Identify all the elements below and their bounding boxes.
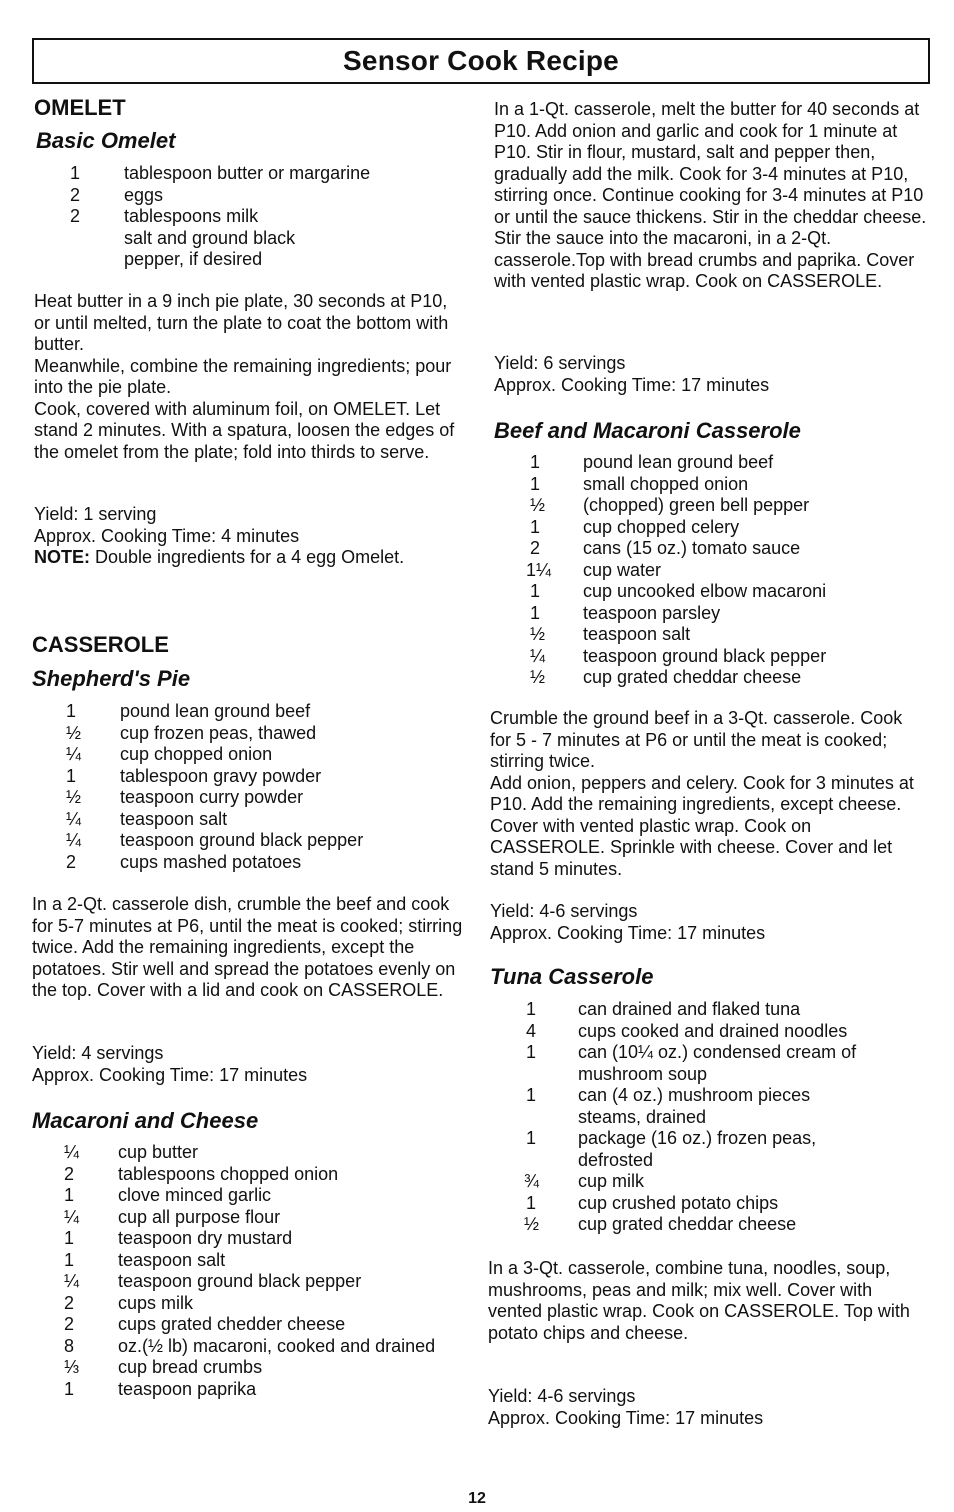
ingredient-row [488,667,938,689]
ingredient-text: teaspoon paprika [118,1378,257,1399]
ingredient-row [32,744,472,766]
instructions-beef-and-macaroni [490,708,922,880]
yield-text: Yield: 4-6 servings [488,1386,636,1406]
yield-text: Yield: 4 servings [32,1043,164,1063]
note-body: Double ingredients for a 4 egg Omelet. [90,547,405,567]
ingredient-row [488,495,938,517]
ingredient-text: teaspoon ground black pepper [118,1271,362,1291]
instruction-paragraph: Cook, covered with aluminum foil, on OMELET. Let stand 2 minutes. With a spatura, loosen the edges of the omelet from the plate; fold into thirds to serve. [34,398,455,462]
ingredient-row [32,852,472,874]
ingredient-qty: 2 [70,206,81,226]
cooking-time-text: Approx. Cooking Time: 17 minutes [494,374,770,395]
ingredient-text: pound lean ground beef [583,452,774,472]
ingredient-qty: 1 [526,1192,537,1213]
ingredient-text: can drained and flaked tuna [578,999,801,1019]
ingredient-qty: 2 [64,1163,75,1184]
ingredient-qty: ¼ [66,744,82,764]
instructions-macaroni-and-cheese: In a 1-Qt. casserole, melt the butter for 40 seconds at P10. Add onion and garlic and cook for 1 minute at P10. Stir in flour, mustard, salt and pepper then, gradually add the milk. Cook for 3-4 minutes at P10, stirring once. Continue cooking for 3-4 minutes at P10 or until the sauce thickens. Stir in the cheddar cheese. Stir the sauce into the macaroni, in a 2-Qt. casserole.Top with bread crumbs and paprika. Cover with vented plastic wrap. Cook on CASSEROLE. [494,99,927,291]
ingredient-qty: ½ [530,667,546,687]
ingredient-row [488,474,938,496]
yield-block-shepherds-pie [32,1043,452,1086]
ingredient-text: cup butter [118,1142,199,1162]
ingredient-row [488,517,938,539]
yield-block-tuna-casserole [488,1386,908,1429]
instructions-basic-omelet [34,291,462,463]
ingredient-text: package (16 oz.) frozen peas, defrosted [578,1128,817,1170]
instructions-tuna-casserole: In a 3-Qt. casserole, combine tuna, noodles, soup, mushrooms, peas and milk; mix well. Cover with vented plastic wrap. Cook on CASSEROLE. Top with potato chips and cheese. [488,1258,910,1343]
ingredient-text: cup chopped onion [120,744,273,764]
ingredient-text: tablespoons chopped onion [118,1163,339,1184]
ingredient-text: cans (15 oz.) tomato sauce [583,538,801,558]
ingredient-text: teaspoon parsley [583,602,721,623]
ingredient-row [488,624,938,646]
ingredient-qty: ¼ [66,808,82,829]
ingredient-row [488,1128,938,1171]
ingredient-qty: 1 [526,1128,537,1148]
recipe-title-beef-and-macaroni-casserole: Beef and Macaroni Casserole [494,418,801,443]
ingredient-row [32,766,472,788]
ingredient-text: teaspoon salt [120,808,228,829]
ingredient-qty: 1 [530,452,541,472]
ingredient-row [32,809,472,831]
ingredient-qty [32,228,124,271]
ingredient-row [32,1293,472,1315]
ingredient-qty: 2 [530,538,541,558]
ingredient-qty: ½ [524,1214,540,1234]
ingredient-qty: 1 [530,581,541,601]
ingredient-row [488,560,938,582]
yield-text: Yield: 4-6 servings [490,901,638,921]
ingredient-qty: ½ [66,722,82,743]
cooking-time-text: Approx. Cooking Time: 17 minutes [488,1407,764,1428]
ingredient-text: cup water [583,559,662,580]
ingredient-row [32,1314,472,1336]
ingredient-text: pound lean ground beef [120,701,311,721]
recipe-title-tuna-casserole: Tuna Casserole [490,964,654,989]
ingredient-list-beef-and-macaroni [488,452,938,689]
ingredient-list-basic-omelet [32,163,472,271]
recipe-title-shepherds-pie: Shepherd's Pie [32,666,191,691]
ingredient-text: cup bread crumbs [118,1357,263,1377]
ingredient-text: cup uncooked elbow macaroni [583,581,827,601]
ingredient-text: oz.(½ lb) macaroni, cooked and drained [118,1335,436,1356]
section-heading-omelet: OMELET [34,95,126,120]
page-title-box [32,38,930,84]
ingredient-row [488,1214,938,1236]
ingredient-qty: ¾ [524,1171,540,1191]
instruction-paragraph: Meanwhile, combine the remaining ingredients; pour into the pie plate. [34,355,452,397]
cooking-time-text: Approx. Cooking Time: 17 minutes [490,922,766,943]
ingredient-text: eggs [124,184,164,205]
ingredient-qty: 2 [70,184,81,205]
ingredient-row [32,1142,472,1164]
ingredient-text: cup grated cheddar cheese [583,667,802,687]
ingredient-qty: 8 [64,1335,75,1356]
ingredient-row [32,1207,472,1229]
ingredient-row [32,163,472,185]
ingredient-qty: 1 [526,1085,537,1105]
cooking-time-text: Approx. Cooking Time: 4 minutes [34,525,300,546]
ingredient-row [32,1185,472,1207]
ingredient-text: cup frozen peas, thawed [120,722,317,743]
ingredient-text: cups mashed potatoes [120,851,302,872]
ingredient-qty: 1 [64,1378,75,1399]
ingredient-qty: 1 [64,1185,75,1205]
yield-text: Yield: 1 serving [34,504,157,524]
ingredient-qty: 1 [64,1249,75,1270]
ingredient-qty: 1 [66,701,77,721]
yield-block-macaroni-and-cheese [494,353,914,396]
ingredient-qty: 1 [530,602,541,623]
ingredient-row [488,581,938,603]
ingredient-text: tablespoon gravy powder [120,765,322,786]
page-title: Sensor Cook Recipe [343,45,619,76]
cooking-time-text: Approx. Cooking Time: 17 minutes [32,1064,308,1085]
instruction-paragraph: Add onion, peppers and celery. Cook for 3 minutes at P10. Add the remaining ingredients, except cheese. Cover with vented plastic wrap. Cook on CASSEROLE. Sprinkle with cheese. Cover and let stand 5 minutes. [490,772,914,879]
ingredient-qty: ½ [66,787,82,807]
ingredient-qty: 2 [64,1292,75,1313]
ingredient-qty: ¼ [64,1142,80,1162]
instructions-shepherds-pie: In a 2-Qt. casserole dish, crumble the beef and cook for 5-7 minutes at P6, until the meat is cooked; stirring twice. Add the remaining ingredients, except the potatoes. Stir well and spread the potatoes evenly on the top. Cover with a lid and cook on CASSEROLE. [32,894,463,1000]
ingredient-qty: ⅓ [64,1357,80,1377]
ingredient-row [488,1085,938,1128]
ingredient-text: teaspoon salt [118,1249,226,1270]
page-number: 12 [468,1490,486,1507]
ingredient-row [32,701,472,723]
note-text [34,547,454,569]
ingredient-row [32,787,472,809]
ingredient-text: can (4 oz.) mushroom pieces steams, drained [578,1085,811,1127]
ingredient-text: cup chopped celery [583,516,740,537]
ingredient-row [32,1336,472,1358]
instruction-paragraph: Crumble the ground beef in a 3-Qt. casserole. Cook for 5 - 7 minutes at P6 or until the meat is cooked; stirring twice. [490,708,903,771]
ingredient-qty: ¼ [64,1206,80,1227]
ingredient-row [32,1357,472,1379]
ingredient-row [32,228,472,271]
ingredient-qty: 2 [64,1314,75,1334]
ingredient-row [32,185,472,207]
ingredient-text: cup milk [578,1171,645,1191]
ingredient-row [488,1171,938,1193]
yield-block-beef-and-macaroni [490,901,910,944]
ingredient-text: (chopped) green bell pepper [583,495,810,515]
ingredient-row [488,452,938,474]
ingredient-qty: 1 [530,473,541,494]
ingredient-qty: 1¼ [526,559,552,580]
ingredient-text: cups milk [118,1292,194,1313]
ingredient-text: salt and ground black pepper, if desired [124,227,296,269]
ingredient-text: teaspoon ground black pepper [120,830,364,850]
ingredient-text: clove minced garlic [118,1185,272,1205]
note-label: NOTE: [34,547,90,567]
ingredient-qty: ½ [530,624,546,644]
ingredient-row [32,1379,472,1401]
ingredient-qty: 1 [64,1228,75,1248]
ingredient-qty: ½ [530,495,546,515]
ingredient-row [488,1021,938,1043]
ingredient-row [488,646,938,668]
ingredient-row [32,1250,472,1272]
ingredient-qty: 1 [70,163,81,183]
ingredient-row [488,538,938,560]
ingredient-text: teaspoon curry powder [120,787,304,807]
ingredient-text: small chopped onion [583,473,749,494]
ingredient-text: cup crushed potato chips [578,1192,779,1213]
ingredient-text: can (10¼ oz.) condensed cream of mushroom soup [578,1042,857,1084]
ingredient-qty: 1 [530,516,541,537]
ingredient-text: cup all purpose flour [118,1206,281,1227]
instruction-paragraph: Heat butter in a 9 inch pie plate, 30 seconds at P10, or until melted, turn the plate to coat the bottom with butter. [34,291,449,354]
ingredient-qty: 1 [526,999,537,1019]
ingredient-qty: 2 [66,851,77,872]
ingredient-row [32,830,472,852]
ingredient-list-shepherds-pie [32,701,472,873]
ingredient-row [488,1042,938,1085]
ingredient-row [488,1193,938,1215]
ingredient-row [32,1164,472,1186]
section-heading-casserole: CASSEROLE [32,632,169,657]
ingredient-qty: 1 [526,1042,537,1062]
ingredient-text: teaspoon dry mustard [118,1228,293,1248]
ingredient-text: cup grated cheddar cheese [578,1214,797,1234]
ingredient-text: cups cooked and drained noodles [578,1020,848,1041]
ingredient-row [488,999,938,1021]
yield-text: Yield: 6 servings [494,353,626,373]
ingredient-text: tablespoons milk [124,206,259,226]
ingredient-qty: 4 [526,1020,537,1041]
recipe-title-basic-omelet: Basic Omelet [36,128,176,153]
ingredient-qty: ¼ [64,1271,80,1291]
recipe-title-macaroni-and-cheese: Macaroni and Cheese [32,1108,259,1133]
ingredient-qty: ¼ [530,645,546,666]
ingredient-qty: ¼ [66,830,82,850]
ingredient-list-macaroni-and-cheese [32,1142,472,1400]
ingredient-row [32,1271,472,1293]
ingredient-qty: 1 [66,765,77,786]
ingredient-list-tuna-casserole [488,999,938,1236]
ingredient-text: teaspoon salt [583,624,691,644]
ingredient-text: tablespoon butter or margarine [124,163,371,183]
ingredient-text: cups grated chedder cheese [118,1314,346,1334]
yield-block-basic-omelet [34,504,454,569]
ingredient-row [488,603,938,625]
ingredient-row [32,1228,472,1250]
ingredient-text: teaspoon ground black pepper [583,645,827,666]
ingredient-row [32,723,472,745]
ingredient-row [32,206,472,228]
